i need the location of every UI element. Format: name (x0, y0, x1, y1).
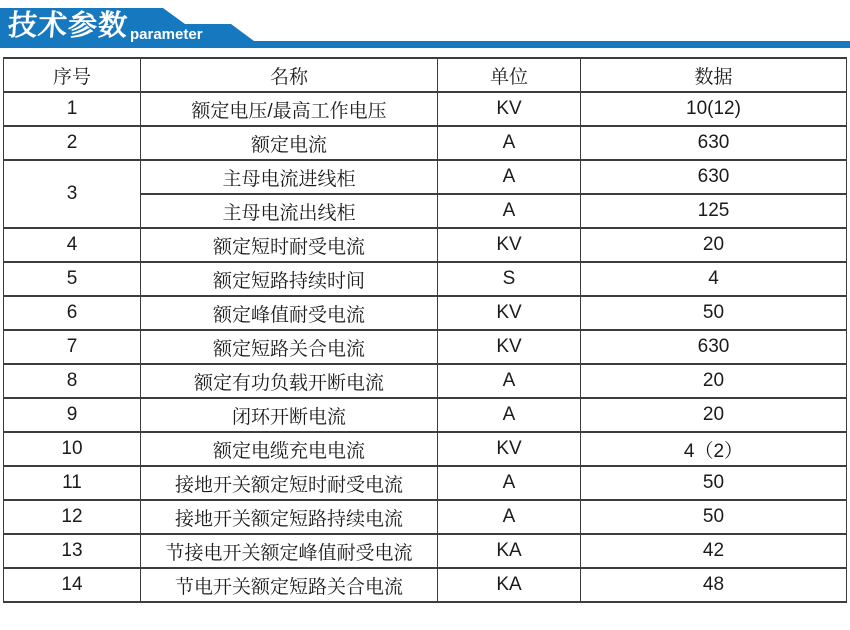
cell-name: 额定短时耐受电流 (141, 228, 438, 262)
cell-value: 125 (581, 194, 847, 228)
table-row (4, 92, 847, 126)
column-header-2: 单位 (438, 58, 581, 92)
cell-name: 额定峰值耐受电流 (141, 296, 438, 330)
cell-name: 额定有功负载开断电流 (141, 364, 438, 398)
cell-unit: KV (438, 228, 581, 262)
cell-name: 主母电流进线柜 (141, 160, 438, 194)
cell-no: 1 (4, 92, 141, 126)
cell-name: 接地开关额定短时耐受电流 (141, 466, 438, 500)
table-row (4, 432, 847, 466)
cell-no: 12 (4, 500, 141, 534)
cell-unit: A (438, 126, 581, 160)
cell-name: 额定短路持续时间 (141, 262, 438, 296)
table-row (4, 126, 847, 160)
table-header (4, 58, 847, 92)
cell-value: 20 (581, 228, 847, 262)
cell-unit: A (438, 398, 581, 432)
cell-no: 14 (4, 568, 141, 602)
table-row (4, 466, 847, 500)
parameters-table-wrap (3, 57, 847, 603)
section-title: 技术参数 (6, 10, 130, 42)
cell-no: 9 (4, 398, 141, 432)
cell-value: 630 (581, 160, 847, 194)
cell-no: 7 (4, 330, 141, 364)
cell-unit: A (438, 160, 581, 194)
table-row (4, 228, 847, 262)
column-header-0: 序号 (4, 58, 141, 92)
cell-unit: KV (438, 92, 581, 126)
cell-value: 20 (581, 364, 847, 398)
table-row (4, 568, 847, 602)
table-row (4, 398, 847, 432)
section-banner (0, 0, 850, 48)
cell-value: 48 (581, 568, 847, 602)
cell-name: 节电开关额定短路关合电流 (141, 568, 438, 602)
cell-no: 10 (4, 432, 141, 466)
cell-value: 4 (581, 262, 847, 296)
cell-no: 13 (4, 534, 141, 568)
cell-no: 11 (4, 466, 141, 500)
table-row (4, 160, 847, 194)
cell-value: 50 (581, 296, 847, 330)
cell-name: 主母电流出线柜 (141, 194, 438, 228)
table-row (4, 262, 847, 296)
cell-unit: KA (438, 534, 581, 568)
cell-unit: A (438, 194, 581, 228)
cell-value: 4（2） (581, 432, 847, 466)
cell-value: 630 (581, 330, 847, 364)
table-row (4, 330, 847, 364)
cell-name: 节接电开关额定峰值耐受电流 (141, 534, 438, 568)
cell-no: 6 (4, 296, 141, 330)
cell-value: 630 (581, 126, 847, 160)
cell-no: 4 (4, 228, 141, 262)
header-row (4, 58, 847, 92)
table-row (4, 364, 847, 398)
cell-unit: A (438, 466, 581, 500)
table-row (4, 296, 847, 330)
cell-value: 10(12) (581, 92, 847, 126)
cell-name: 接地开关额定短路持续电流 (141, 500, 438, 534)
column-header-1: 名称 (141, 58, 438, 92)
cell-name: 额定电压/最高工作电压 (141, 92, 438, 126)
cell-unit: KV (438, 330, 581, 364)
cell-no: 3 (4, 160, 141, 228)
cell-unit: A (438, 500, 581, 534)
cell-unit: KV (438, 432, 581, 466)
table-row (4, 500, 847, 534)
table-body (4, 92, 847, 602)
cell-no: 2 (4, 126, 141, 160)
cell-unit: S (438, 262, 581, 296)
cell-name: 额定电流 (141, 126, 438, 160)
column-header-3: 数据 (581, 58, 847, 92)
cell-value: 50 (581, 466, 847, 500)
cell-unit: KA (438, 568, 581, 602)
cell-value: 50 (581, 500, 847, 534)
cell-name: 闭环开断电流 (141, 398, 438, 432)
cell-unit: KV (438, 296, 581, 330)
cell-value: 20 (581, 398, 847, 432)
cell-name: 额定电缆充电电流 (141, 432, 438, 466)
parameters-table (3, 57, 847, 603)
cell-no: 5 (4, 262, 141, 296)
table-row (4, 534, 847, 568)
cell-name: 额定短路关合电流 (141, 330, 438, 364)
cell-no: 8 (4, 364, 141, 398)
section-subtitle: parameter (130, 26, 203, 43)
cell-unit: A (438, 364, 581, 398)
cell-value: 42 (581, 534, 847, 568)
